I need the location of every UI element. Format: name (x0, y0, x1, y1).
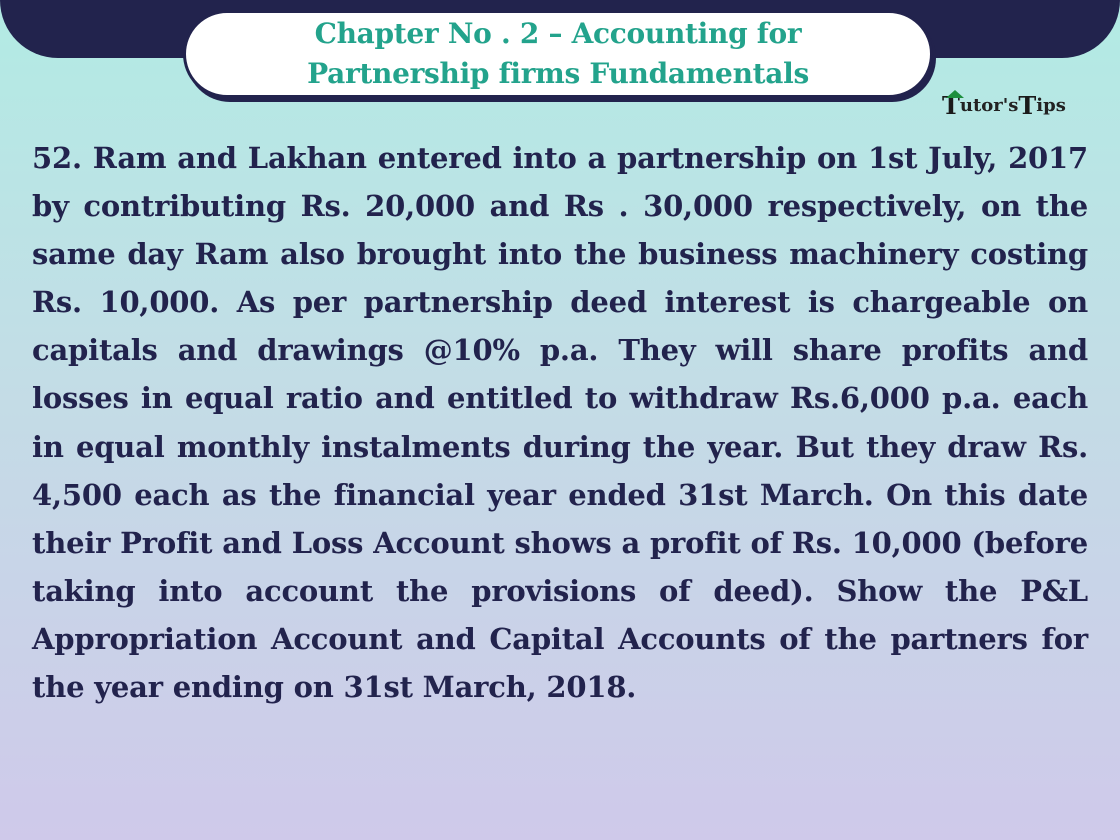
chapter-title-box (183, 10, 933, 98)
logo-letter-t1: T (942, 90, 960, 120)
logo-apostrophe: 's (1002, 94, 1019, 116)
tutors-tips-logo (942, 88, 1082, 122)
graduation-cap-icon (946, 90, 964, 98)
question-text: 52. Ram and Lakhan entered into a partnership on 1st July, 2017 by contributing Rs. 20,000 and Rs . 30,000 respectively, on the same day Ram also brought into the business machinery costing Rs. 10,000. As per partnership deed interest is chargeable on capitals and drawings @10% p.a. They will share profits and losses in equal ratio and entitled to withdraw Rs.6,000 p.a. each in equal monthly instalments during the year. But they draw Rs. 4,500 each as the financial year ended 31st March. On this date their Profit and Loss Account shows a profit of Rs. 10,000 (before taking into account the provisions of deed). Show the P&L Appropriation Account and Capital Accounts of the partners for the year ending on 31st March, 2018. (32, 141, 1088, 705)
chapter-title-line-1: Chapter No . 2 – Accounting for (314, 17, 802, 50)
chapter-title-line-2: Partnership firms Fundamentals (307, 57, 809, 90)
logo-letter-t2: T (1018, 90, 1037, 120)
logo-part2: ips (1036, 94, 1066, 116)
logo-part1: utor (959, 94, 1003, 116)
